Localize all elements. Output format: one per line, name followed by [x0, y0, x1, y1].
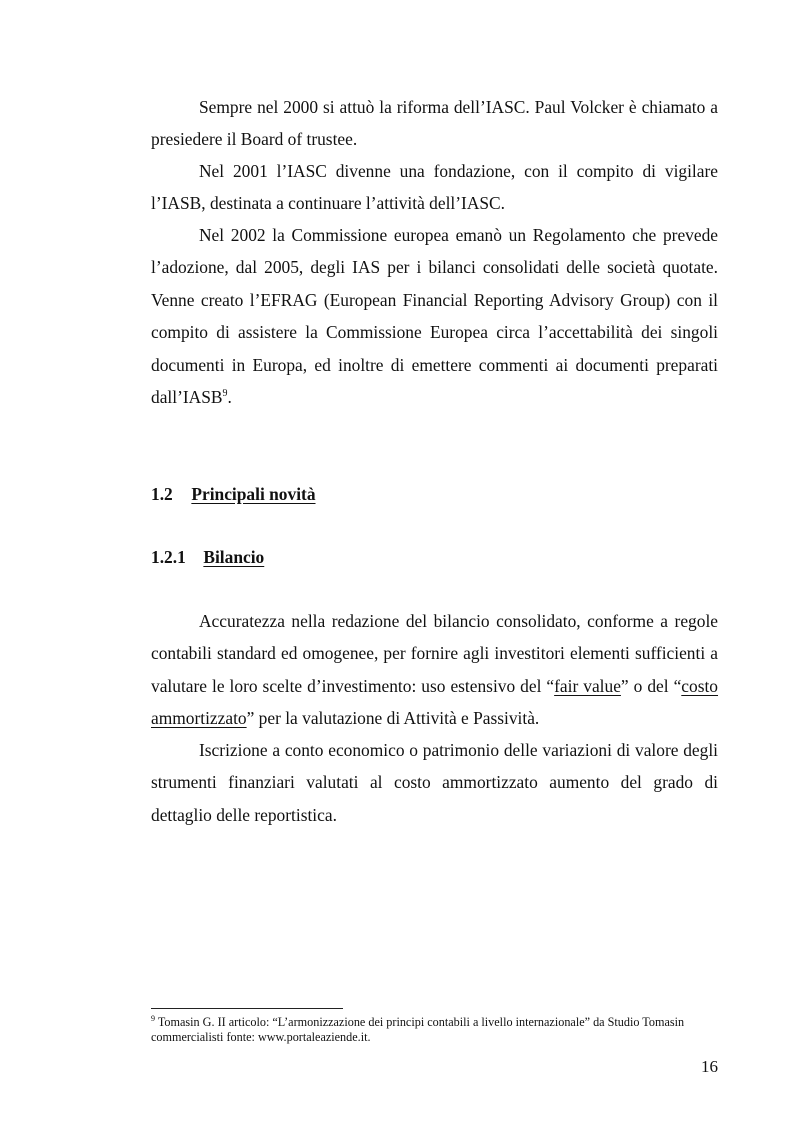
term-fair-value: fair value [554, 675, 621, 696]
subsection-number: 1.2.1 [151, 547, 186, 567]
page-number: 16 [701, 1057, 718, 1076]
paragraph-accuracy-text-b: ” o del “ [620, 675, 682, 696]
paragraph-recognition: Iscrizione a conto economico o patrimonio delle variazioni di valore degli strumenti finanziari valutati al costo ammortizzato aumento del grado di dettaglio delle reportistica. [151, 740, 718, 825]
paragraph-accuracy-text-a: Accuratezza nella redazione del bilancio consolidato, conforme a regole contabili standard ed omogenee, per fornire agli investitori elementi sufficienti a valutare le loro scelte d’investimento: uso estensivo del “ [151, 611, 718, 696]
paragraph-iasc-reform: Sempre nel 2000 si attuò la riforma dell’IASC. Paul Volcker è chiamato a presiedere il Board of trustee. [151, 97, 718, 150]
footnote-divider [151, 1008, 343, 1009]
paragraph-iasc-foundation: Nel 2001 l’IASC divenne una fondazione, con il compito di vigilare l’IASB, destinata a continuare l’attività dell’IASC. [151, 161, 718, 214]
paragraph-commission-regulation [151, 219, 718, 413]
section-number: 1.2 [151, 484, 173, 504]
section-title: Principali novità [191, 484, 316, 504]
paragraph-commission-regulation-text: Nel 2002 la Commissione europea emanò un Regolamento che prevede l’adozione, dal 2005, degli IAS per i bilanci consolidati delle società quotate. Venne creato l’EFRAG (European Financial Reporting Advisory Group) con il compito di assistere la Commissione Europea circa l’accettabilità dei singoli documenti in Europa, ed inoltre di emettere commenti ai documenti preparati dall’IASB [151, 225, 718, 408]
footnote-reference[interactable]: 9 [222, 388, 228, 400]
subsection-heading [151, 545, 264, 569]
subsection-title: Bilancio [203, 547, 265, 567]
term-costo-ammortizzato: costo ammortizzato [151, 675, 719, 729]
section-heading [151, 482, 316, 506]
paragraph-end-punctuation: . [227, 387, 232, 408]
footnote-text: Tomasin G. II articolo: “L’armonizzazione dei principi contabili a livello internazionale” da Studio Tomasin commercialisti fonte: www.portaleaziende.it. [151, 1015, 685, 1044]
footnote-marker: 9 [151, 1013, 155, 1023]
paragraph-accuracy-text-c: ” per la valutazione di Attività e Passività. [246, 708, 540, 729]
footnote [151, 1015, 718, 1045]
paragraph-accuracy [151, 605, 718, 735]
